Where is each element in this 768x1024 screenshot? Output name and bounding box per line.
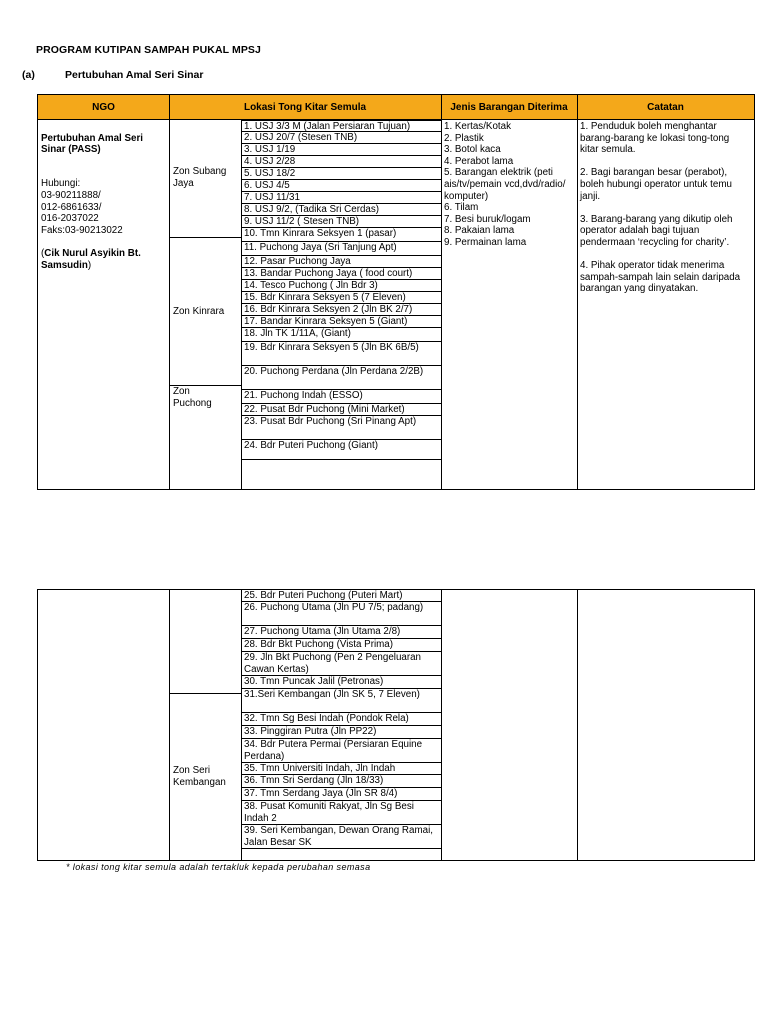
ngo-contact-person: Cik Nurul Asyikin Bt. Samsudin: [41, 247, 141, 271]
ngo-name: Pertubuhan Amal Seri Sinar (PASS): [41, 132, 143, 156]
column-divider: [169, 590, 170, 860]
location-item: 19. Bdr Kinrara Seksyen 5 (Jln BK 6B/5): [241, 342, 441, 366]
document-title: PROGRAM KUTIPAN SAMPAH PUKAL MPSJ: [36, 44, 261, 56]
location-item: 31.Seri Kembangan (Jln SK 5, 7 Eleven): [241, 689, 441, 713]
recycling-table-continued: [37, 589, 755, 861]
location-item: 7. USJ 11/31: [241, 192, 441, 204]
location-item: 9. USJ 11/2 ( Stesen TNB): [241, 216, 441, 228]
zone-kinrara: Zon Kinrara: [173, 306, 225, 317]
location-item: 18. Jln TK 1/11A, (Giant): [241, 328, 441, 342]
zone-subang-jaya: Zon Subang Jaya: [173, 166, 227, 189]
location-item: 22. Pusat Bdr Puchong (Mini Market): [241, 404, 441, 416]
location-item: 13. Bandar Puchong Jaya ( food court): [241, 268, 441, 280]
table-header: [38, 95, 754, 120]
location-item: 4. USJ 2/28: [241, 156, 441, 168]
ngo-person-line: [41, 248, 166, 271]
location-item: 25. Bdr Puteri Puchong (Puteri Mart): [241, 590, 441, 602]
location-item: 35. Tmn Universiti Indah, Jln Indah: [241, 763, 441, 775]
zone-divider: [169, 237, 241, 238]
location-item: 30. Tmn Puncak Jalil (Petronas): [241, 676, 441, 689]
recycling-table: [37, 94, 755, 490]
paren-close: ): [87, 259, 92, 271]
zone-puchong: Zon Puchong: [173, 386, 212, 409]
ngo-cell: [41, 121, 166, 283]
column-divider: [441, 590, 442, 860]
location-item: 3. USJ 1/19: [241, 144, 441, 156]
location-item: 32. Tmn Sg Besi Indah (Pondok Rela): [241, 713, 441, 726]
location-item: 5. USJ 18/2: [241, 168, 441, 180]
section-title: Pertubuhan Amal Seri Sinar: [65, 69, 204, 81]
location-item: 14. Tesco Puchong ( Jln Bdr 3): [241, 280, 441, 292]
location-item: 24. Bdr Puteri Puchong (Giant): [241, 440, 441, 460]
location-item: 6. USJ 4/5: [241, 180, 441, 192]
column-divider: [441, 95, 442, 489]
location-item: 20. Puchong Perdana (Jln Perdana 2/2B): [241, 366, 441, 390]
location-item: 1. USJ 3/3 M (Jalan Persiaran Tujuan): [241, 120, 441, 132]
location-item: 16. Bdr Kinrara Seksyen 2 (Jln BK 2/7): [241, 304, 441, 316]
paren-open: (: [41, 247, 45, 259]
location-item: 28. Bdr Bkt Puchong (Vista Prima): [241, 639, 441, 652]
location-list: [241, 590, 441, 849]
header-ngo: NGO: [92, 101, 115, 113]
column-divider: [169, 95, 170, 489]
location-item: 34. Bdr Putera Permai (Persiaran Equine Perdana): [241, 739, 441, 763]
footnote: * lokasi tong kitar semula adalah tertakluk kepada perubahan semasa: [66, 862, 371, 872]
location-list: [241, 120, 441, 460]
location-item: 15. Bdr Kinrara Seksyen 5 (7 Eleven): [241, 292, 441, 304]
location-item: 8. USJ 9/2, (Tadika Sri Cerdas): [241, 204, 441, 216]
column-divider: [577, 95, 578, 489]
location-item: 29. Jln Bkt Puchong (Pen 2 Pengeluaran Cawan Kertas): [241, 652, 441, 676]
location-item: 36. Tmn Sri Serdang (Jln 18/33): [241, 775, 441, 788]
location-item: 26. Puchong Utama (Jln PU 7/5; padang): [241, 602, 441, 626]
location-item: 11. Puchong Jaya (Sri Tanjung Apt): [241, 242, 441, 256]
location-item: 2. USJ 20/7 (Stesen TNB): [241, 132, 441, 144]
location-item: 21. Puchong Indah (ESSO): [241, 390, 441, 404]
location-item: 17. Bandar Kinrara Seksyen 5 (Giant): [241, 316, 441, 328]
zone-seri-kembangan: Zon Seri Kembangan: [173, 765, 226, 788]
zone-divider: [169, 693, 241, 694]
location-item: 23. Pusat Bdr Puchong (Sri Pinang Apt): [241, 416, 441, 440]
catatan-notes: 1. Penduduk boleh menghantar barang-barang ke lokasi tong-tong kitar semula. 2. Bagi barangan besar (perabot), boleh hubungi operator untuk temu janji. 3. Barang-barang yang dikutip oleh operator adalah bagi tujuan pendermaan ‘recycling for charity’. 4. Pihak operator tidak menerima sampah-sampah lain selain daripada barangan yang dinyatakan.: [580, 121, 741, 295]
location-item: 33. Pinggiran Putra (Jln PP22): [241, 726, 441, 739]
jenis-barangan: 1. Kertas/Kotak 2. Plastik 3. Botol kaca 4. Perabot lama 5. Barangan elektrik (peti ais/tv/pemain vcd,dvd/radio/ komputer) 6. Tilam 7. Besi buruk/logam 8. Pakaian lama 9. Permainan lama: [444, 121, 566, 248]
location-item: 10. Tmn Kinrara Seksyen 1 (pasar): [241, 228, 441, 242]
column-divider: [577, 590, 578, 860]
header-lokasi: Lokasi Tong Kitar Semula: [243, 101, 367, 113]
location-item: 27. Puchong Utama (Jln Utama 2/8): [241, 626, 441, 639]
header-catatan: Catatan: [647, 101, 684, 113]
location-item: 39. Seri Kembangan, Dewan Orang Ramai, Jalan Besar SK: [241, 825, 441, 849]
ngo-contact: Hubungi: 03-90211888/ 012-6861633/ 016-2037022 Faks:03-90213022: [41, 178, 123, 236]
location-item: 38. Pusat Komuniti Rakyat, Jln Sg Besi Indah 2: [241, 801, 441, 825]
location-item: 37. Tmn Serdang Jaya (Jln SR 8/4): [241, 788, 441, 801]
header-jenis: Jenis Barangan Diterima: [450, 101, 568, 113]
location-item: 12. Pasar Puchong Jaya: [241, 256, 441, 268]
section-letter: (a): [22, 69, 35, 81]
